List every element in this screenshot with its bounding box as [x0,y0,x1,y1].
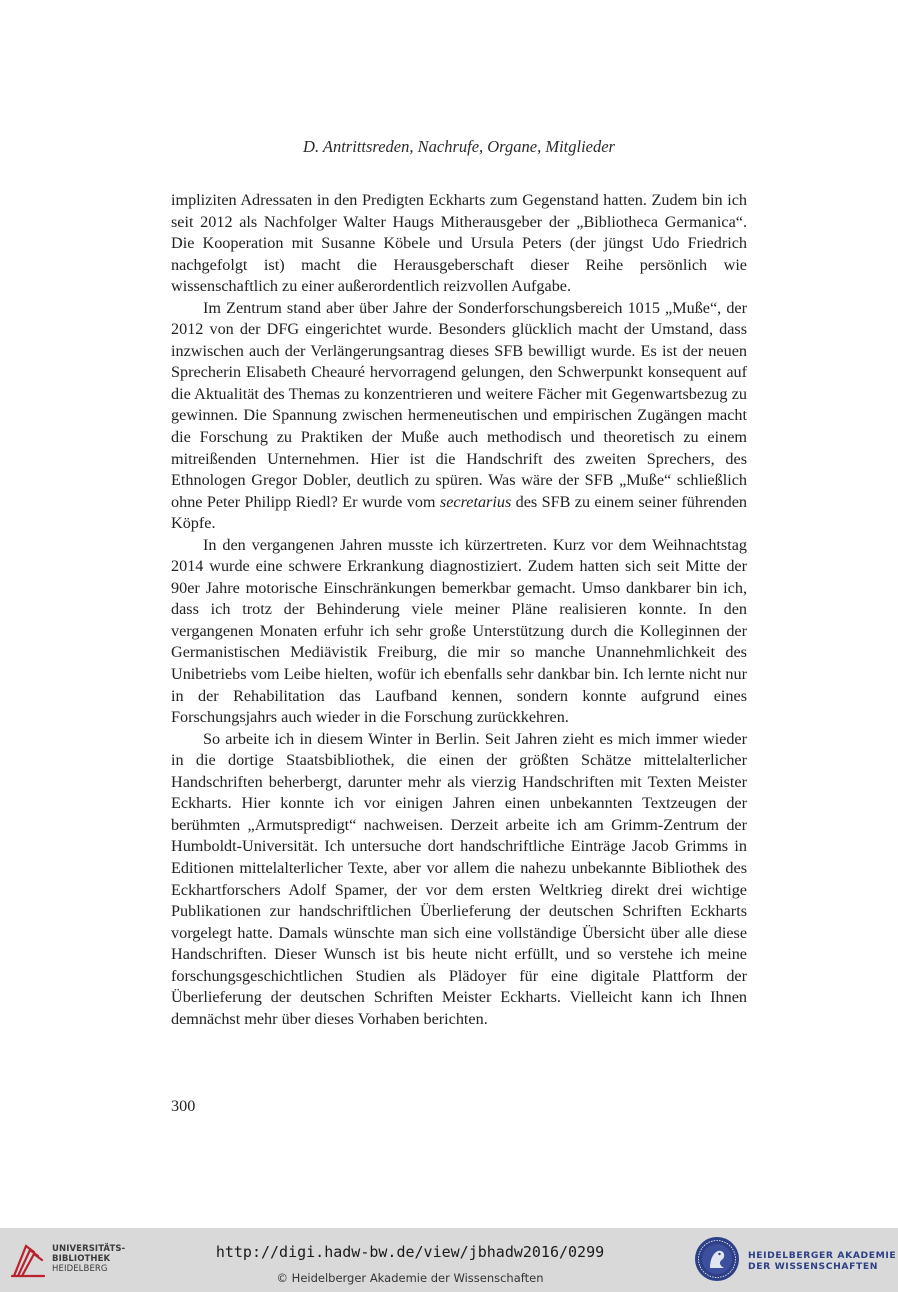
paragraph-2-part-1: Im Zentrum stand aber über Jahre der Sonderforschungsbereich 1015 „Muße“, der 2012 von der DFG eingerichtet wurde. Besonders glücklich macht der Umstand, dass inzwischen auch der Verlängerungsantrag dieses SFB bewilligt wurde. Es ist der neuen Sprecherin Elisabeth Cheauré hervorragend gelungen, den Schwerpunkt konsequent auf die Aktualität des Themas zu konzentrieren und weitere Fächer mit Gegenwartsbezug zu gewinnen. Die Spannung zwischen hermeneutischen und empirischen Zugängen macht die Forschung zu Praktiken der Muße auch methodisch und theoretisch zu einem mitreißenden Unternehmen. Hier ist die Handschrift des zweiten Sprechers, des Ethnologen Gregor Dobler, deutlich zu spüren. Was wäre der SFB „Muße“ schließlich ohne Peter Philipp Riedl? Er wurde vom [171,298,747,511]
ub-logo-line-1: UNIVERSITÄTS- [52,1244,126,1254]
copyright-notice: © Heidelberger Akademie der Wissenschaften [276,1271,544,1285]
hadw-logo-text [748,1250,896,1272]
paragraph-2 [171,298,747,535]
hadw-seal-icon [693,1235,741,1283]
paragraph-2-emphasis: secretarius [439,492,512,511]
paragraph-4: So arbeite ich in diesem Winter in Berlin. Seit Jahren zieht es mich immer wieder in die dortige Staatsbibliothek, die einen der größten Schätze mittelalterlicher Handschriften beherbergt, darunter mehr als vierzig Handschriften mit Texten Meister Eckharts. Hier konnte ich vor einigen Jahren einen unbekannten Textzeugen der berühmten „Armutspredigt“ nachweisen. Derzeit arbeite ich am Grimm-Zentrum der Humboldt-Universität. Ich untersuche dort handschriftliche Einträge Jacob Grimms in Editionen mittelalterlicher Texte, aber vor allem die nahezu unbekannte Bibliothek des Eckhartforschers Adolf Spamer, der vor dem ersten Weltkrieg direkt drei wichtige Publikationen zur handschriftlichen Überlieferung der deutschen Schriften Eckharts vorgelegt hatte. Damals wünschte man sich eine vollständige Übersicht über alle diese Handschriften. Dieser Wunsch ist bis heute nicht erfüllt, und so verstehe ich meine forschungsgeschichtlichen Studien als Plädoyer für eine digitale Plattform der Überlieferung der deutschen Schriften Meister Eckharts. Vielleicht kann ich Ihnen demnächst mehr über dieses Vorhaben berichten. [171,729,747,1028]
hadw-logo-line-1: HEIDELBERGER AKADEMIE [748,1250,897,1261]
ub-heidelberg-logo[interactable] [8,1236,128,1282]
ub-logo-line-2: BIBLIOTHEK [52,1254,111,1264]
page-number: 300 [171,1097,196,1115]
footer-bar [0,1228,898,1292]
ub-heidelberg-logo-icon [8,1236,52,1282]
permalink-url[interactable]: http://digi.hadw-bw.de/view/jbhadw2016/0299 [215,1243,605,1261]
ub-logo-text [52,1244,125,1274]
paragraph-3: In den vergangenen Jahren musste ich kürzertreten. Kurz vor dem Weihnachtstag 2014 wurde eine schwere Erkrankung diagnostiziert. Zudem hatten sich seit Mitte der 90er Jahre motorische Einschränkungen bemerkbar gemacht. Umso dankbarer bin ich, dass ich trotz der Behinderung viele meiner Pläne realisieren konnte. In den vergangenen Monaten erfuhr ich sehr große Unterstützung durch die Kolleginnen der Germanistischen Mediävistik Freiburg, die mir so manche Unannehmlichkeit des Unibetriebs vom Leibe hielten, wofür ich ebenfalls sehr dankbar bin. Ich lernte nicht nur in der Rehabilitation das Laufband kennen, sondern konnte aufgrund eines Forschungsjahrs auch wieder in die Forschung zurückkehren. [171,535,747,727]
running-head: D. Antrittsreden, Nachrufe, Organe, Mitglieder [303,137,615,156]
paragraph-2-part-2: des SFB zu einem seiner führenden Köpfe. [171,492,747,533]
paragraph-1: impliziten Adressaten in den Predigten Eckharts zum Gegenstand hatten. Zudem bin ich seit 2012 als Nachfolger Walter Haugs Mitherausgeber der „Bibliotheca Germanica“. Die Kooperation mit Susanne Köbele und Ursula Peters (der jüngst Udo Friedrich nachgefolgt ist) macht die Herausgeberschaft dieser Reihe persönlich wie wissenschaftlich zu einer außerordentlich reizvollen Aufgabe. [171,191,747,296]
hadw-logo-line-2: DER WISSENSCHAFTEN [748,1261,878,1272]
hadw-logo[interactable] [693,1235,897,1285]
ub-logo-line-3: HEIDELBERG [52,1264,108,1274]
body-text [171,190,747,1030]
